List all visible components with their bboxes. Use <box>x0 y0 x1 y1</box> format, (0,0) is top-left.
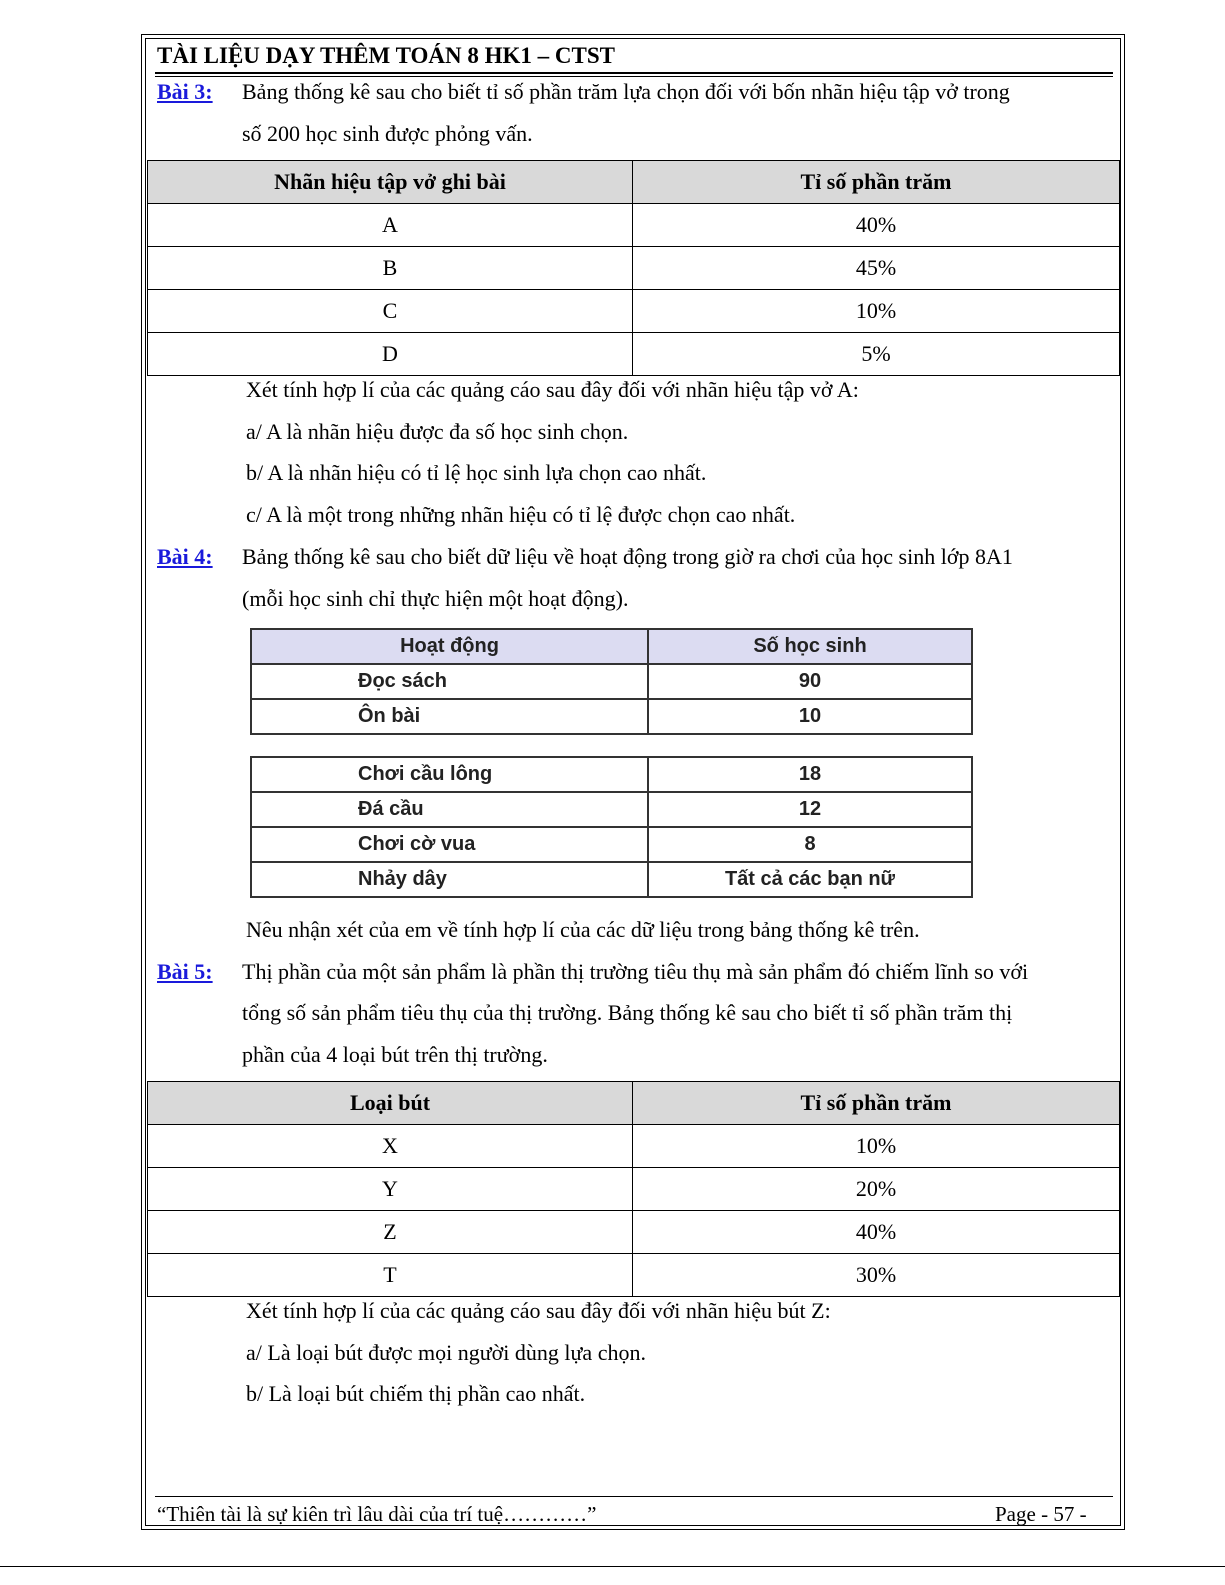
table-header-cell: Tỉ số phần trăm <box>633 161 1120 204</box>
bai3-text-line2: số 200 học sinh được phỏng vấn. <box>242 121 533 146</box>
bai5-text-line1: Thị phần của một sản phẩm là phần thị trường tiêu thụ mà sản phẩm đó chiếm lĩnh so với <box>242 959 1029 984</box>
table-cell: Nhảy dây <box>251 862 648 897</box>
table-header-cell: Số học sinh <box>648 629 972 664</box>
table-cell: Đá cầu <box>251 792 648 827</box>
table-cell: D <box>148 333 633 376</box>
footer-rule <box>155 1496 1113 1497</box>
table-cell: Y <box>148 1168 633 1211</box>
table-row <box>148 247 1120 290</box>
page-bottom-rule <box>0 1566 1225 1567</box>
table-cell: Chơi cầu lông <box>251 757 648 792</box>
table-cell: 30% <box>633 1254 1120 1297</box>
bai3-option-a: a/ A là nhãn hiệu được đa số học sinh chọn. <box>246 419 629 444</box>
bai5-option-a: a/ Là loại bút được mọi người dùng lựa chọn. <box>246 1340 646 1365</box>
table-cell: B <box>148 247 633 290</box>
table-header-cell: Hoạt động <box>251 629 648 664</box>
table-row <box>148 290 1120 333</box>
table-cell: X <box>148 1125 633 1168</box>
table-row <box>148 1254 1120 1297</box>
bai4-table-bottom <box>250 756 973 898</box>
table-cell: Z <box>148 1211 633 1254</box>
table-row <box>148 1168 1120 1211</box>
bai5-label[interactable]: Bài 5: <box>157 959 213 984</box>
bai3-label[interactable]: Bài 3: <box>157 79 213 104</box>
table-header-cell: Loại bút <box>148 1082 633 1125</box>
table-cell: Chơi cờ vua <box>251 827 648 862</box>
table-cell: 18 <box>648 757 972 792</box>
bai5-text-line2: tổng số sản phẩm tiêu thụ của thị trường. Bảng thống kê sau cho biết tỉ số phần trăm thị <box>242 1000 1013 1025</box>
bai4-table-top <box>250 628 973 735</box>
table-row <box>251 699 972 734</box>
table-cell: Tất cả các bạn nữ <box>648 862 972 897</box>
table-cell: T <box>148 1254 633 1297</box>
table-cell: 10% <box>633 290 1120 333</box>
table-header-cell: Tỉ số phần trăm <box>633 1082 1120 1125</box>
table-row <box>251 827 972 862</box>
footer-quote: “Thiên tài là sự kiên trì lâu dài của trí tuệ…………” <box>157 1502 597 1526</box>
page-header-title: TÀI LIỆU DẠY THÊM TOÁN 8 HK1 – CTST <box>157 43 615 68</box>
bai3-option-b: b/ A là nhãn hiệu có tỉ lệ học sinh lựa chọn cao nhất. <box>246 460 707 485</box>
table-cell: 8 <box>648 827 972 862</box>
table-row <box>251 792 972 827</box>
table-cell: 45% <box>633 247 1120 290</box>
table-cell: 20% <box>633 1168 1120 1211</box>
header-rule <box>155 72 1113 74</box>
table-cell: A <box>148 204 633 247</box>
table-header-row <box>148 161 1120 204</box>
bai4-label[interactable]: Bài 4: <box>157 544 213 569</box>
table-header-cell: Nhãn hiệu tập vở ghi bài <box>148 161 633 204</box>
bai5-text-line3: phần của 4 loại bút trên thị trường. <box>242 1042 548 1067</box>
bai3-option-c: c/ A là một trong những nhãn hiệu có tỉ lệ được chọn cao nhất. <box>246 502 796 527</box>
bai3-question: Xét tính hợp lí của các quảng cáo sau đây đối với nhãn hiệu tập vở A: <box>246 377 859 402</box>
table-row <box>251 664 972 699</box>
table-row <box>148 204 1120 247</box>
table-header-row <box>251 629 972 664</box>
table-row <box>148 1211 1120 1254</box>
table-cell: Đọc sách <box>251 664 648 699</box>
bai4-question: Nêu nhận xét của em về tính hợp lí của các dữ liệu trong bảng thống kê trên. <box>246 917 920 942</box>
table-row <box>148 333 1120 376</box>
bai5-option-b: b/ Là loại bút chiếm thị phần cao nhất. <box>246 1381 586 1406</box>
table-cell: Ôn bài <box>251 699 648 734</box>
table-cell: 5% <box>633 333 1120 376</box>
table-cell: 10% <box>633 1125 1120 1168</box>
table-cell: 12 <box>648 792 972 827</box>
table-cell: 40% <box>633 204 1120 247</box>
bai5-question: Xét tính hợp lí của các quảng cáo sau đây đối với nhãn hiệu bút Z: <box>246 1298 831 1323</box>
bai3-text-line1: Bảng thống kê sau cho biết tỉ số phần trăm lựa chọn đối với bốn nhãn hiệu tập vở trong <box>242 79 1010 104</box>
bai4-text-line2: (mỗi học sinh chỉ thực hiện một hoạt động). <box>242 586 629 611</box>
bai3-table <box>147 160 1120 376</box>
table-cell: 40% <box>633 1211 1120 1254</box>
table-cell: 90 <box>648 664 972 699</box>
table-cell: C <box>148 290 633 333</box>
bai4-text-line1: Bảng thống kê sau cho biết dữ liệu về hoạt động trong giờ ra chơi của học sinh lớp 8A1 <box>242 544 1013 569</box>
bai5-table <box>147 1081 1120 1297</box>
table-row <box>251 757 972 792</box>
table-row <box>148 1125 1120 1168</box>
header-rule-thin <box>155 76 1113 77</box>
table-cell: 10 <box>648 699 972 734</box>
page-number: Page - 57 - <box>995 1502 1087 1526</box>
table-row <box>251 862 972 897</box>
table-header-row <box>148 1082 1120 1125</box>
